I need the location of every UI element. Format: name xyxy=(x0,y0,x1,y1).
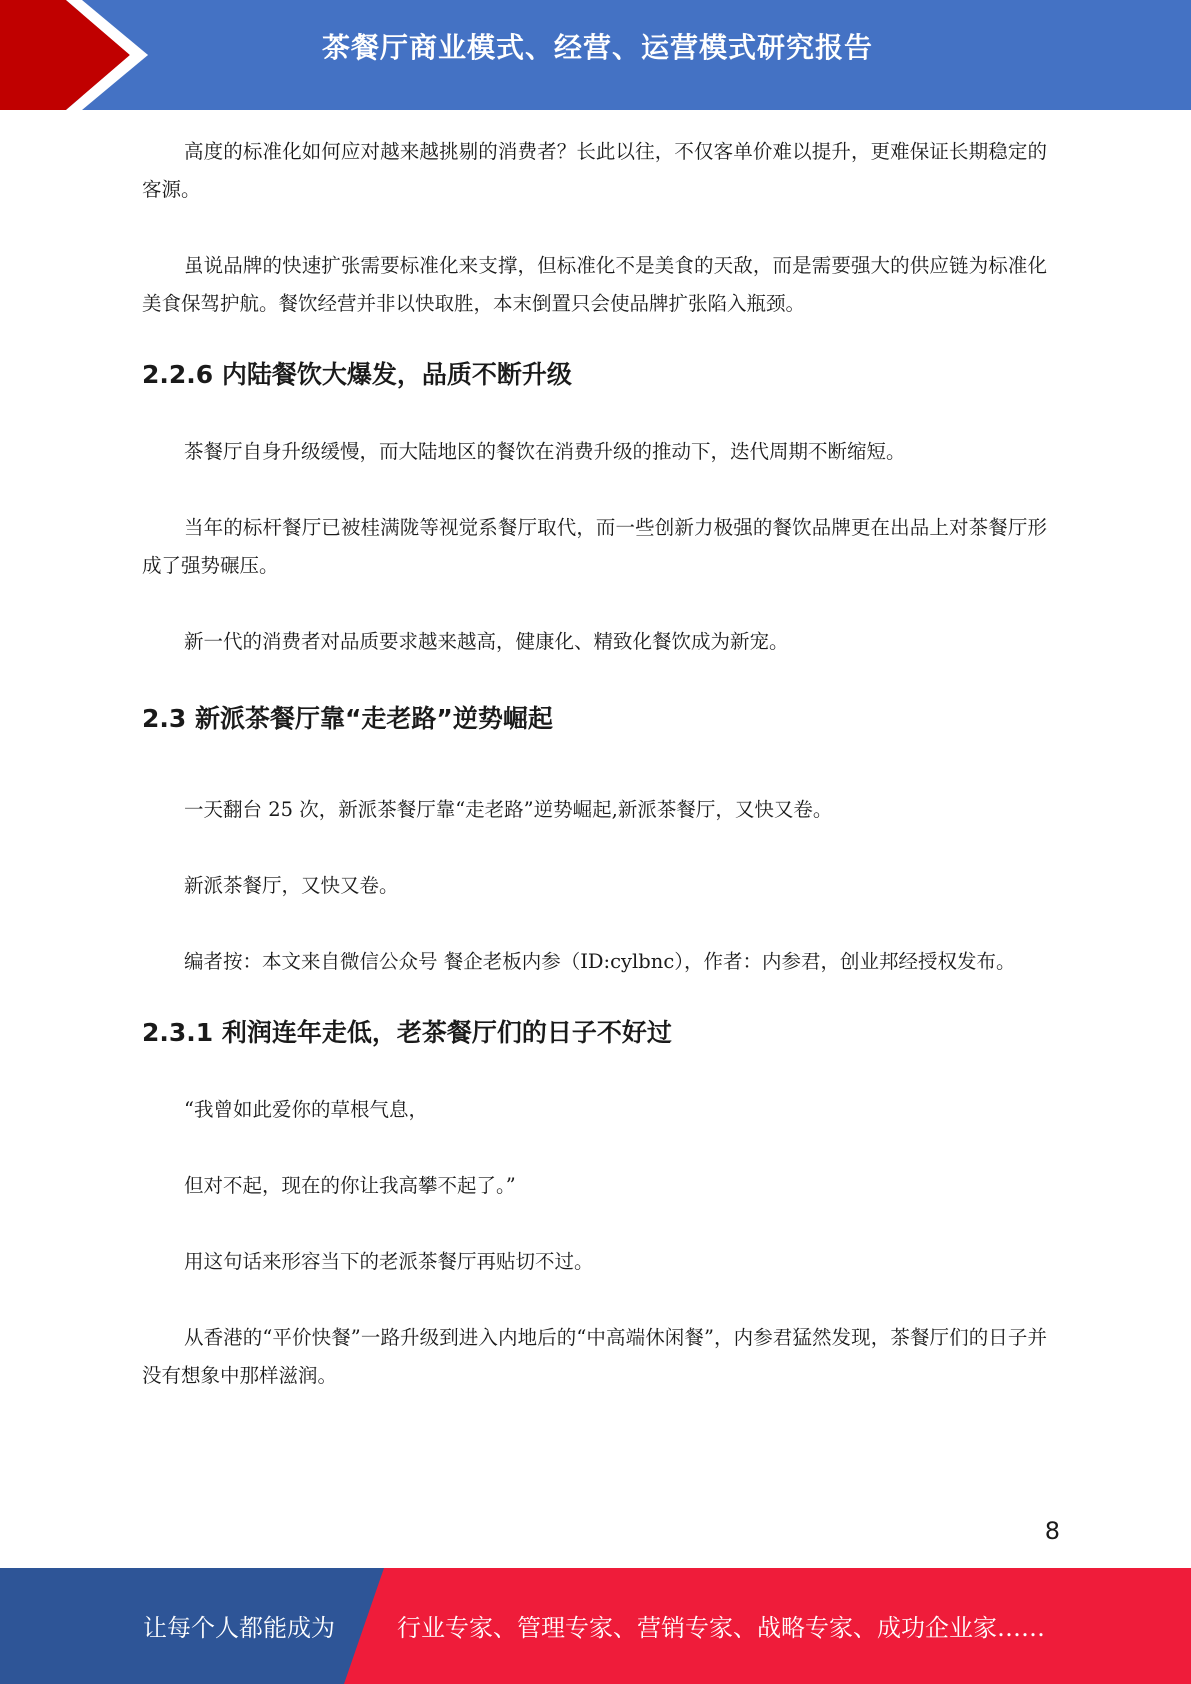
page-header xyxy=(0,0,1191,110)
paragraph: 用这句话来形容当下的老派茶餐厅再贴切不过。 xyxy=(184,1250,594,1273)
paragraph: 茶餐厅自身升级缓慢，而大陆地区的餐饮在消费升级的推动下，迭代周期不断缩短。 xyxy=(184,440,906,463)
section-heading: 2.2.6 内陆餐饮大爆发，品质不断升级 xyxy=(142,360,572,389)
paragraph: 新一代的消费者对品质要求越来越高，健康化、精致化餐饮成为新宠。 xyxy=(184,630,789,653)
document-body xyxy=(142,133,1047,1395)
paragraph: “我曾如此爱你的草根气息， xyxy=(184,1098,428,1121)
paragraph: 从香港的“平价快餐”一路升级到进入内地后的“中高端休闲餐”，内参君猛然发现，茶餐厅们的日子并没有想象中那样滋润。 xyxy=(142,1326,1047,1387)
paragraph: 虽说品牌的快速扩张需要标准化来支撑，但标准化不是美食的天敌，而是需要强大的供应链为标准化美食保驾护航。餐饮经营并非以快取胜，本末倒置只会使品牌扩张陷入瓶颈。 xyxy=(142,254,1047,315)
paragraph: 一天翻台 25 次，新派茶餐厅靠“走老路”逆势崛起,新派茶餐厅，又快又卷。 xyxy=(184,798,833,821)
page-footer xyxy=(0,1568,1191,1684)
paragraph: 高度的标准化如何应对越来越挑剔的消费者？长此以往，不仅客单价难以提升，更难保证长期稳定的客源。 xyxy=(142,140,1047,201)
footer-slogan-right: 行业专家、管理专家、营销专家、战略专家、成功企业家…… xyxy=(397,1614,1045,1642)
section-heading: 2.3 新派茶餐厅靠“走老路”逆势崛起 xyxy=(142,704,553,733)
header-title: 茶餐厅商业模式、经营、运营模式研究报告 xyxy=(322,31,874,64)
paragraph: 但对不起，现在的你让我高攀不起了。” xyxy=(184,1174,516,1197)
footer-slogan-left: 让每个人都能成为 xyxy=(143,1614,335,1642)
paragraph: 编者按：本文来自微信公众号 餐企老板内参（ID:cylbnc），作者：内参君，创业邦经授权发布。 xyxy=(184,950,1016,973)
section-heading: 2.3.1 利润连年走低，老茶餐厅们的日子不好过 xyxy=(142,1018,672,1047)
paragraph: 当年的标杆餐厅已被桂满陇等视觉系餐厅取代，而一些创新力极强的餐饮品牌更在出品上对茶餐厅形成了强势碾压。 xyxy=(142,516,1047,577)
page-number: 8 xyxy=(1044,1517,1060,1545)
paragraph: 新派茶餐厅，又快又卷。 xyxy=(184,874,399,897)
